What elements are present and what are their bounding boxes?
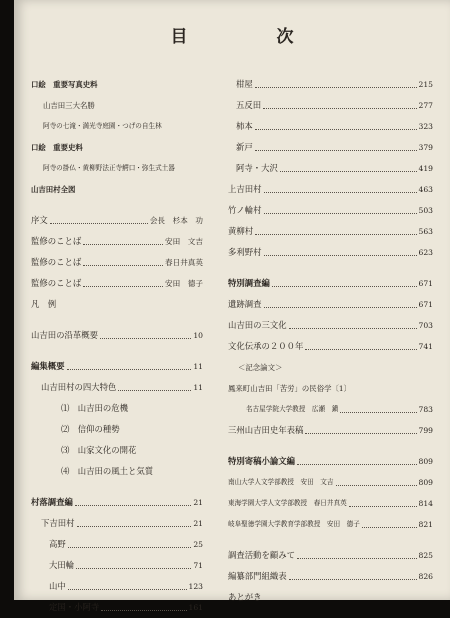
toc-page-number: 671 xyxy=(418,279,433,288)
leader-dots xyxy=(83,285,163,287)
leader-dots xyxy=(264,254,417,256)
toc-entry-label: 監修のことば xyxy=(31,257,82,267)
toc-page-number: 277 xyxy=(418,101,433,110)
toc-entry xyxy=(228,545,433,566)
toc-entry-label: 東海学園大学人文学部教授 春日井真英 xyxy=(228,499,347,507)
leader-dots xyxy=(76,567,191,569)
toc-page-number: 161 xyxy=(188,603,203,612)
toc-entry-label: 文化伝承の２００年 xyxy=(228,341,304,351)
toc-entry xyxy=(31,74,203,95)
toc-entry xyxy=(31,555,203,576)
leader-dots xyxy=(336,484,417,486)
toc-entry-label: 上吉田村 xyxy=(228,184,262,194)
toc-entry xyxy=(228,399,433,420)
toc-section-heading: 特別寄稿小論文編 xyxy=(228,456,295,466)
toc-page-number: 123 xyxy=(188,582,203,591)
toc-entry-label: 定国・小阿寺 xyxy=(49,602,100,612)
leader-dots xyxy=(362,526,417,528)
toc-entry xyxy=(228,95,433,116)
toc-page-number: 11 xyxy=(193,362,203,371)
toc-page-number: 814 xyxy=(418,499,433,508)
toc-entry xyxy=(228,294,433,315)
toc-page-number: 10 xyxy=(193,331,203,340)
toc-section-heading: 村落調査編 xyxy=(31,497,73,507)
leader-dots xyxy=(305,432,416,434)
toc-entry-label: 柑屋 xyxy=(236,79,253,89)
toc-page-number: 安田 德子 xyxy=(165,279,203,288)
leader-dots xyxy=(100,337,191,339)
toc-entry-label: ⑷ 山吉田の風土と気質 xyxy=(61,466,154,476)
toc-entry-label: 山中 xyxy=(49,581,66,591)
toc-entry-label: 遺跡調査 xyxy=(228,299,262,309)
toc-entry xyxy=(31,179,203,200)
toc-entry-label: ⑴ 山吉田の危機 xyxy=(61,403,128,413)
toc-entry xyxy=(228,158,433,179)
toc-entry-label: 山吉田村の四大特色 xyxy=(41,382,117,392)
leader-dots xyxy=(83,264,163,266)
toc-entry xyxy=(228,336,433,357)
toc-page-number: 623 xyxy=(418,248,433,257)
toc-page-number: 安田 文吉 xyxy=(165,237,203,246)
toc-entry xyxy=(31,325,203,346)
toc-page-number: 783 xyxy=(418,405,433,414)
toc-entry xyxy=(31,231,203,252)
toc-page-number: 821 xyxy=(418,520,433,529)
leader-dots xyxy=(67,368,192,370)
toc-entry xyxy=(228,378,433,399)
toc-entry xyxy=(31,492,203,513)
leader-dots xyxy=(264,212,417,214)
toc-entry xyxy=(31,440,203,461)
leader-dots xyxy=(280,170,417,172)
toc-entry xyxy=(228,242,433,263)
leader-dots xyxy=(289,578,417,580)
toc-entry xyxy=(31,377,203,398)
section-gap xyxy=(31,482,203,492)
toc-entry xyxy=(31,137,203,158)
section-gap xyxy=(31,315,203,325)
toc-entry xyxy=(31,597,203,618)
leader-dots xyxy=(263,107,416,109)
toc-page-number: 809 xyxy=(418,457,433,466)
toc-left-column xyxy=(31,74,203,618)
toc-entry xyxy=(228,179,433,200)
toc-entry-label: 大田輪 xyxy=(49,560,75,570)
toc-page-number: 379 xyxy=(418,143,433,152)
toc-entry xyxy=(228,472,433,493)
toc-entry xyxy=(228,200,433,221)
toc-page-number: 826 xyxy=(418,572,433,581)
toc-entry xyxy=(31,210,203,231)
toc-entry xyxy=(31,158,203,179)
toc-page-number: 春日井真英 xyxy=(165,258,203,267)
toc-entry xyxy=(31,461,203,482)
toc-entry-label: 南山大学人文学部教授 安田 文吉 xyxy=(228,478,334,486)
toc-page-number: 503 xyxy=(418,206,433,215)
toc-entry-label: 下吉田村 xyxy=(41,518,75,528)
toc-entry-label: 調査活動を顧みて xyxy=(228,550,295,560)
section-gap xyxy=(228,441,433,451)
toc-entry xyxy=(228,420,433,441)
leader-dots xyxy=(255,149,417,151)
leader-dots xyxy=(264,191,417,193)
leader-dots xyxy=(68,588,187,590)
toc-right-column xyxy=(228,74,433,608)
toc-page-number: 71 xyxy=(193,561,203,570)
leader-dots xyxy=(75,504,191,506)
toc-entry-label: 山吉田の沿革概要 xyxy=(31,330,98,340)
leader-dots xyxy=(255,86,417,88)
toc-entry-label: 序文 xyxy=(31,215,48,225)
toc-page-number: 11 xyxy=(193,383,203,392)
toc-entry xyxy=(31,419,203,440)
toc-entry-label: 阿寺の掛仏・黄柳野法正寺鰐口・弥生式土器 xyxy=(43,164,175,172)
toc-entry xyxy=(228,315,433,336)
toc-section-heading: 口絵 重要史料 xyxy=(31,143,83,152)
leader-dots xyxy=(289,327,417,329)
toc-entry-label: あとがき xyxy=(228,592,262,602)
leader-dots xyxy=(340,411,416,413)
leader-dots xyxy=(77,525,192,527)
toc-entry xyxy=(31,356,203,377)
toc-entry xyxy=(228,74,433,95)
leader-dots xyxy=(272,285,417,287)
toc-entry xyxy=(228,566,433,587)
toc-entry-label: 名古屋学院大学教授 広瀬 鎭 xyxy=(246,405,339,413)
toc-page-number: 25 xyxy=(193,540,203,549)
toc-section-heading: 口絵 重要写真史料 xyxy=(31,80,98,89)
toc-entry xyxy=(31,398,203,419)
toc-entry xyxy=(228,137,433,158)
toc-section-heading: 編集概要 xyxy=(31,361,65,371)
toc-entry xyxy=(31,116,203,137)
toc-entry-label: 岐阜聖徳学園大学教育学部教授 安田 德子 xyxy=(228,520,360,528)
toc-entry xyxy=(228,493,433,514)
section-gap xyxy=(228,263,433,273)
toc-entry xyxy=(31,576,203,597)
toc-page-number: 799 xyxy=(418,426,433,435)
toc-entry-label: ⑶ 山家文化の開花 xyxy=(61,445,137,455)
leader-dots xyxy=(50,222,148,224)
toc-entry-label: 鳳来町山吉田「苦労」の民俗学〔1〕 xyxy=(228,384,351,393)
leader-dots xyxy=(305,348,416,350)
toc-entry-label: 黄柳村 xyxy=(228,226,254,236)
toc-entry-label: 山吉田の三文化 xyxy=(228,320,287,330)
toc-page-number: 703 xyxy=(418,321,433,330)
toc-page-number: 825 xyxy=(418,551,433,560)
toc-section-heading: 山吉田村全図 xyxy=(31,185,76,194)
toc-page-number: 21 xyxy=(193,519,203,528)
toc-page-number: 419 xyxy=(418,164,433,173)
page-title: 目 次 xyxy=(170,27,330,47)
toc-entry-label: 編纂部門組織表 xyxy=(228,571,287,581)
toc-entry xyxy=(31,95,203,116)
toc-entry xyxy=(228,221,433,242)
leader-dots xyxy=(264,306,417,308)
toc-entry-label: 高野 xyxy=(49,539,66,549)
toc-entry xyxy=(31,273,203,294)
toc-entry-label: 竹ノ輪村 xyxy=(228,205,262,215)
section-gap xyxy=(228,535,433,545)
toc-entry-label: 阿寺・大沢 xyxy=(236,163,278,173)
leader-dots xyxy=(101,609,186,611)
leader-dots xyxy=(83,243,163,245)
toc-page-number: 809 xyxy=(418,478,433,487)
toc-entry xyxy=(31,294,203,315)
toc-entry xyxy=(228,514,433,535)
toc-entry-label: 多利野村 xyxy=(228,247,262,257)
toc-page-number: 会長 杉本 功 xyxy=(149,216,203,225)
leader-dots xyxy=(297,463,417,465)
toc-entry-label: 五反田 xyxy=(236,100,262,110)
toc-entry xyxy=(228,116,433,137)
toc-page-number: 741 xyxy=(418,342,433,351)
section-gap xyxy=(31,346,203,356)
toc-page-number: 563 xyxy=(418,227,433,236)
toc-entry-label: 阿寺の七滝・満光寺庭園・つげの自生林 xyxy=(43,122,162,130)
toc-entry xyxy=(228,357,433,378)
toc-section-heading: 特別調査編 xyxy=(228,278,270,288)
toc-entry-label: 監修のことば xyxy=(31,278,82,288)
toc-entry xyxy=(31,252,203,273)
leader-dots xyxy=(68,546,192,548)
toc-entry-label: 柿本 xyxy=(236,121,253,131)
toc-page-number: 215 xyxy=(418,80,433,89)
toc-entry xyxy=(228,451,433,472)
leader-dots xyxy=(118,389,191,391)
toc-entry xyxy=(31,534,203,555)
toc-entry xyxy=(31,513,203,534)
leader-dots xyxy=(297,557,417,559)
section-gap xyxy=(31,200,203,210)
toc-entry xyxy=(228,273,433,294)
toc-entry-label: 新戸 xyxy=(236,142,253,152)
toc-entry-label: 凡 例 xyxy=(31,299,57,309)
leader-dots xyxy=(255,128,417,130)
toc-entry-label: ＜記念論文＞ xyxy=(238,363,283,372)
toc-page-number: 21 xyxy=(193,498,203,507)
toc-entry-label: 監修のことば xyxy=(31,236,82,246)
toc-entry-label: 三州山吉田史年表稿 xyxy=(228,425,304,435)
toc-entry-label: 山吉田三大名勝 xyxy=(43,101,95,110)
book-page xyxy=(14,0,450,612)
toc-entry-label: ⑵ 信仰の種勢 xyxy=(61,424,120,434)
toc-page-number: 323 xyxy=(418,122,433,131)
leader-dots xyxy=(255,233,416,235)
leader-dots xyxy=(349,505,417,507)
toc-entry xyxy=(228,587,433,608)
toc-page-number: 463 xyxy=(418,185,433,194)
toc-page-number: 671 xyxy=(418,300,433,309)
